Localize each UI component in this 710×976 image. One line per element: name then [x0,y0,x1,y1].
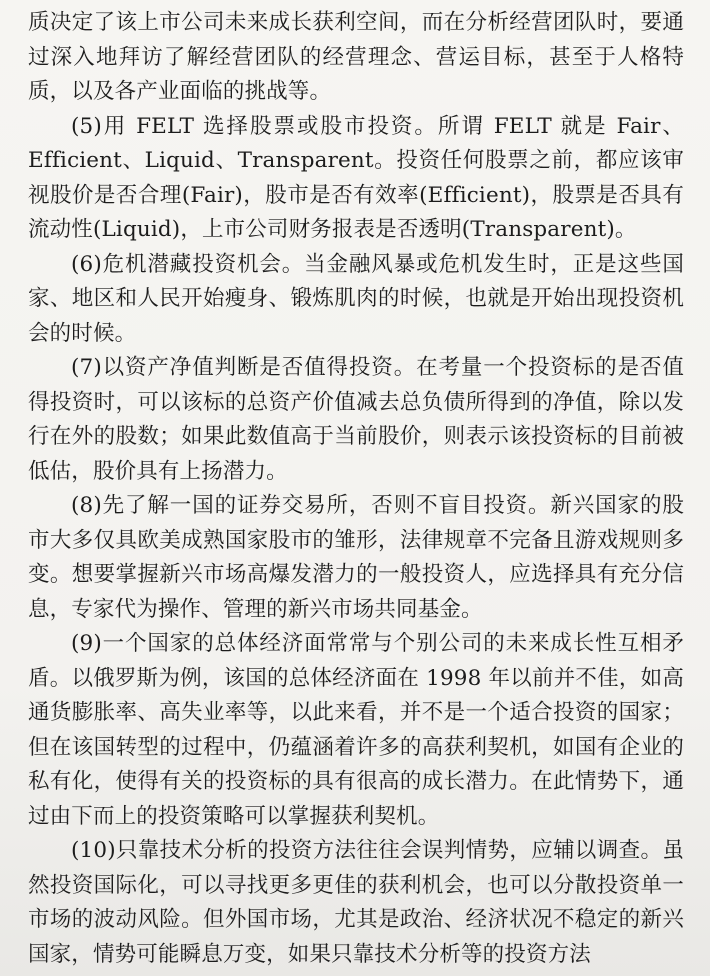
paragraph-item-8: (8)先了解一国的证券交易所，否则不盲目投资。新兴国家的股市大多仅具欧美成熟国家股市的雏形，法律规章不完备且游戏规则多变。想要掌握新兴市场高爆发潜力的一般投资人，应选择具有充分信息，专家代为操作、管理的新兴市场共同基金。 [28,493,684,622]
paragraph-item-6: (6)危机潜藏投资机会。当金融风暴或危机发生时，正是这些国家、地区和人民开始瘦身、锻炼肌肉的时候，也就是开始出现投资机会的时候。 [28,251,684,346]
paragraph-item-5: (5)用 FELT 选择股票或股市投资。所谓 FELT 就是 Fair、Efficient、Liquid、Transparent。投资任何股票之前，都应该审视股价是否合理(Fair)，股市是否有效率(Efficient)，股票是否具有流动性(Liquid)，上市公司财务报表是否透明(Transparent)。 [28,113,684,242]
paragraph-continuation: 质决定了该上市公司未来成长获利空间，而在分析经营团队时，要通过深入地拜访了解经营团队的经营理念、营运目标，甚至于人格特质，以及各产业面临的挑战等。 [28,10,684,104]
paragraph-item-10: (10)只靠技术分析的投资方法往往会误判情势，应辅以调查。虽然投资国际化，可以寻找更多更佳的获利机会，也可以分散投资单一市场的波动风险。但外国市场，尤其是政治、经济状况不稳定的新兴国家，情势可能瞬息万变，如果只靠技术分析等的投资方法 [28,838,684,967]
paragraph-item-7: (7)以资产净值判断是否值得投资。在考量一个投资标的是否值得投资时，可以该标的总资产价值减去总负债所得到的净值，除以发行在外的股数；如果此数值高于当前股价，则表示该投资标的目前被低估，股价具有上扬潜力。 [28,355,684,484]
paragraph-item-9: (9)一个国家的总体经济面常常与个别公司的未来成长性互相矛盾。以俄罗斯为例，该国的总体经济面在 1998 年以前并不佳，如高通货膨胀率、高失业率等，以此来看，并不是一个适合投资的国家；但在该国转型的过程中，仍蕴涵着许多的高获利契机，如国有企业的私有化，使得有关的投资标的具有很高的成长潜力。在此情势下，通过由下而上的投资策略可以掌握获利契机。 [28,631,684,829]
